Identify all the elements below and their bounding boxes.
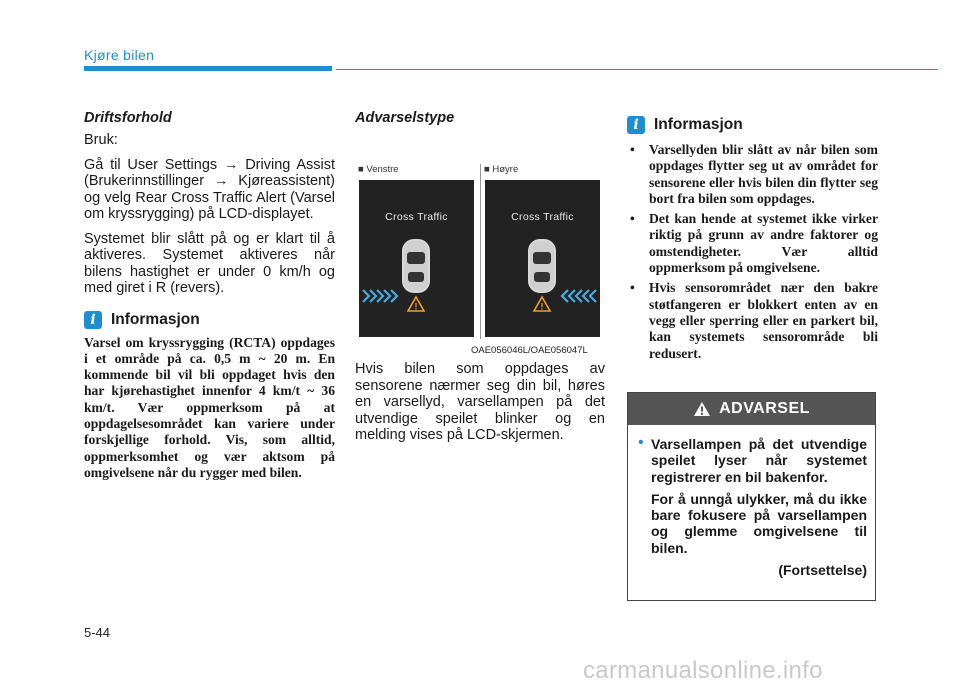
alert-triangle-icon — [408, 297, 424, 312]
list-item: • Det kan hende at systemet ikke virker riktig på grunn av andre faktorer og omstendigheter. Vær alltid oppmerksom på omgivelsene. — [627, 211, 878, 276]
info-header — [84, 311, 335, 329]
warning-text-2: For å unngå ulykker, må du ikke bare fokusere på varsellampen og glemme omgivelsene til bilen. — [651, 490, 867, 556]
approach-arrows-icon — [562, 290, 596, 302]
column-left — [84, 110, 335, 481]
paragraph-usage: Bruk: — [84, 132, 118, 148]
svg-text:!: ! — [414, 301, 418, 312]
column-middle — [355, 110, 605, 452]
info-title: Informasjon — [654, 116, 743, 133]
paragraph-warning-description: Hvis bilen som oppdages av sensorene nærmer seg din bil, høres en varsellyd, varsellampen på det utvendige speilet blinker og en melding vises på LCD-skjermen. — [355, 361, 605, 443]
panel-text-right: Cross Traffic — [511, 211, 574, 223]
figure-divider — [480, 164, 481, 339]
info-text-rcta: Varsel om kryssrygging (RCTA) oppdages i et område på ca. 0,5 m ~ 20 m. En kommende bil vil bli oppdaget hvis den har kjørehastighet innenfor 4 km/t ~ 36 km/t. Vær oppmerksom på at oppdagelsesområdet kan variere under forskjellige forhold. Vis, som alltid, oppmerksomhet og vær aktsom på omgivelsene når du rygger med bilen. — [84, 334, 335, 480]
page-number: 5-44 — [84, 625, 111, 640]
info-title: Informasjon — [111, 310, 200, 328]
car-icon — [529, 240, 555, 292]
approach-arrows-icon — [363, 290, 397, 302]
car-icon — [403, 240, 429, 292]
lcd-panel-left — [359, 180, 474, 337]
section-header: Kjøre bilen — [84, 47, 155, 63]
header-rule — [336, 69, 938, 70]
figure-label-right: ■ Høyre — [484, 164, 519, 175]
continued-label: (Fortsettelse) — [778, 562, 867, 579]
warning-header — [628, 393, 875, 425]
info-header — [627, 116, 878, 134]
warning-triangle-icon — [693, 401, 711, 417]
panel-text-left: Cross Traffic — [385, 211, 448, 223]
list-item: • Hvis sensorområdet nær den bakre støtfangeren er blokkert enten av en vegg eller sperring eller en parkert bil, kan systemets sensorområde bli redusert. — [627, 280, 878, 361]
paragraph-settings: Gå til User Settings → Driving Assist (Brukerinnstillinger → Kjøreassistent) og velg Rear Cross Traffic Alert (Varsel om kryssrygging) på LCD-displayet. — [84, 156, 335, 222]
figure-label-left: ■ Venstre — [358, 164, 399, 175]
alert-triangle-icon — [534, 297, 550, 312]
info-bullet-list — [627, 142, 878, 362]
warning-box — [627, 392, 876, 601]
warning-body — [628, 425, 875, 578]
lcd-panel-right — [485, 180, 600, 337]
car-top-view-left — [359, 180, 474, 337]
info-icon: i — [627, 116, 645, 134]
paragraph-activation: Systemet blir slått på og er klart til å aktiveres. Systemet aktiveres når bilens hastighet er under 0 km/h og med giret i R (revers). — [84, 230, 335, 296]
section-title-warning-type: Advarselstype — [355, 110, 455, 126]
svg-text:!: ! — [540, 301, 544, 312]
section-title-operating-conditions: Driftsforhold — [84, 110, 172, 126]
warning-text-1: Varsellampen på det utvendige speilet lyser når systemet registrerer en bil bakenfor. — [651, 436, 867, 485]
header-bar — [84, 66, 332, 71]
figure-caption: OAE056046L/OAE056047L — [471, 345, 588, 356]
bullet-icon: • — [638, 434, 644, 451]
list-item: • Varsellyden blir slått av når bilen som oppdages flytter seg ut av området for sensorene eller hvis bilen din flytter seg bort fra bilen som oppdages. — [627, 142, 878, 207]
column-right — [627, 116, 878, 366]
warning-title: ADVARSEL — [719, 400, 810, 417]
watermark: carmanualsonline.info — [583, 657, 823, 684]
car-top-view-right — [485, 180, 600, 337]
cross-traffic-figure — [355, 132, 605, 356]
info-icon: i — [84, 311, 102, 329]
